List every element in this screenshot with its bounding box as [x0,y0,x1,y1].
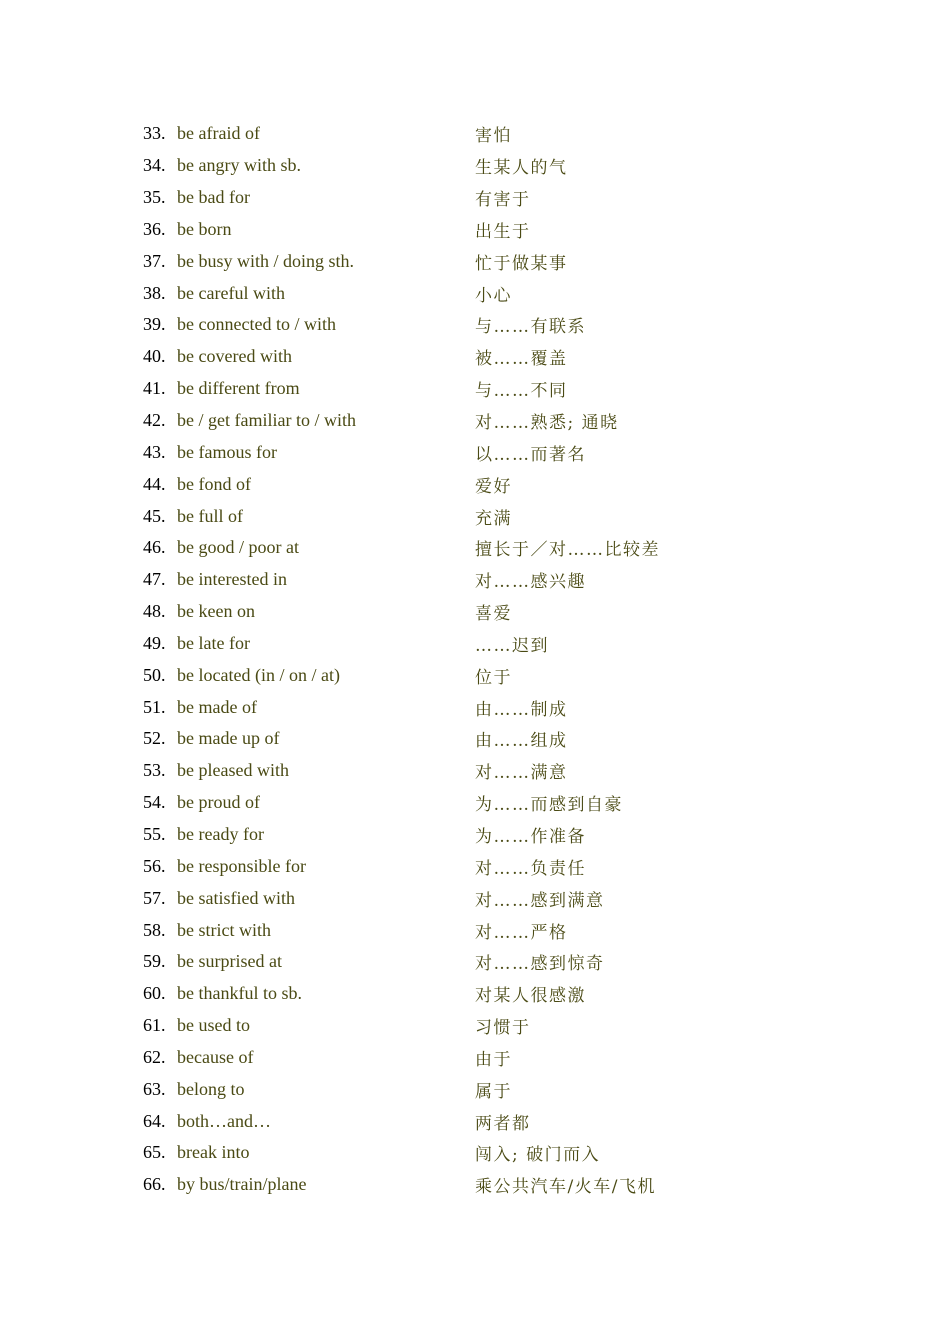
item-number: 51. [143,696,166,717]
chinese-meaning: 小心 [475,285,512,306]
english-phrase: be different from [177,378,300,399]
list-item [143,1010,823,1042]
item-number: 34. [143,155,166,176]
item-number: 48. [143,601,166,622]
list-item [143,1073,823,1105]
list-item [143,946,823,978]
item-number: 65. [143,1142,166,1163]
list-item [143,850,823,882]
chinese-meaning: 对……严格 [475,922,568,943]
item-number: 42. [143,410,166,431]
list-item [143,214,823,246]
item-number: 61. [143,1015,166,1036]
chinese-meaning: 忙于做某事 [475,253,568,274]
item-number: 47. [143,569,166,590]
english-phrase: be fond of [177,473,251,494]
chinese-meaning: 对……感兴趣 [475,572,586,593]
item-number: 57. [143,887,166,908]
english-phrase: break into [177,1142,250,1163]
list-item [143,914,823,946]
chinese-meaning: 爱好 [475,476,512,497]
list-item [143,373,823,405]
chinese-meaning: 属于 [475,1081,512,1102]
item-number: 52. [143,728,166,749]
english-phrase: be satisfied with [177,887,295,908]
chinese-meaning: 对某人很感激 [475,986,586,1007]
chinese-meaning: 与……不同 [475,381,568,402]
english-phrase: be surprised at [177,951,282,972]
item-number: 63. [143,1078,166,1099]
list-item [143,691,823,723]
english-phrase: be careful with [177,282,285,303]
english-phrase: be thankful to sb. [177,983,302,1004]
item-number: 33. [143,123,166,144]
english-phrase: be located (in / on / at) [177,664,340,685]
english-phrase: be ready for [177,823,264,844]
item-number: 58. [143,919,166,940]
list-item [143,723,823,755]
list-item [143,1169,823,1201]
item-number: 56. [143,855,166,876]
item-number: 39. [143,314,166,335]
chinese-meaning: 对……熟悉; 通晓 [475,413,619,434]
list-item [143,532,823,564]
item-number: 38. [143,282,166,303]
english-phrase: be keen on [177,601,255,622]
item-number: 64. [143,1110,166,1131]
list-item [143,309,823,341]
chinese-meaning: 出生于 [475,221,531,242]
list-item [143,659,823,691]
english-phrase: be pleased with [177,760,289,781]
chinese-meaning: 乘公共汽车/火车/飞机 [475,1177,656,1198]
item-number: 50. [143,664,166,685]
chinese-meaning: 位于 [475,667,512,688]
item-number: 62. [143,1046,166,1067]
item-number: 44. [143,473,166,494]
english-phrase: be born [177,218,232,239]
english-phrase: be full of [177,505,243,526]
english-phrase: be used to [177,1015,250,1036]
english-phrase: be / get familiar to / with [177,410,356,431]
english-phrase: be made up of [177,728,280,749]
item-number: 49. [143,632,166,653]
english-phrase: be proud of [177,792,260,813]
chinese-meaning: 有害于 [475,190,531,211]
english-phrase: be afraid of [177,123,260,144]
list-item [143,245,823,277]
list-item [143,468,823,500]
item-number: 45. [143,505,166,526]
list-item [143,150,823,182]
item-number: 35. [143,187,166,208]
item-number: 37. [143,250,166,271]
english-phrase: be good / poor at [177,537,299,558]
item-number: 59. [143,951,166,972]
item-number: 60. [143,983,166,1004]
item-number: 55. [143,823,166,844]
english-phrase: be responsible for [177,855,306,876]
list-item [143,978,823,1010]
english-phrase: because of [177,1046,254,1067]
english-phrase: be made of [177,696,257,717]
phrase-list [143,118,823,1201]
english-phrase: be famous for [177,441,277,462]
item-number: 36. [143,218,166,239]
list-item [143,405,823,437]
chinese-meaning: 害怕 [475,126,512,147]
list-item [143,118,823,150]
english-phrase: be bad for [177,187,250,208]
list-item [143,564,823,596]
list-item [143,341,823,373]
chinese-meaning: 充满 [475,508,512,529]
list-item [143,819,823,851]
chinese-meaning: 由于 [475,1049,512,1070]
list-item [143,500,823,532]
chinese-meaning: 擅长于／对……比较差 [475,540,660,561]
english-phrase: be connected to / with [177,314,336,335]
list-item [143,1137,823,1169]
english-phrase: both…and… [177,1110,271,1131]
chinese-meaning: 习惯于 [475,1018,531,1039]
chinese-meaning: 闯入; 破门而入 [475,1145,601,1166]
chinese-meaning: 被……覆盖 [475,349,568,370]
chinese-meaning: 为……而感到自豪 [475,795,623,816]
chinese-meaning: 生某人的气 [475,158,568,179]
chinese-meaning: 为……作准备 [475,826,586,847]
item-number: 43. [143,441,166,462]
chinese-meaning: 对……负责任 [475,858,586,879]
english-phrase: be interested in [177,569,287,590]
item-number: 46. [143,537,166,558]
chinese-meaning: 对……感到惊奇 [475,954,605,975]
english-phrase: be late for [177,632,250,653]
english-phrase: be covered with [177,346,292,367]
list-item [143,277,823,309]
list-item [143,755,823,787]
list-item [143,596,823,628]
english-phrase: be busy with / doing sth. [177,250,355,271]
english-phrase: be angry with sb. [177,155,301,176]
chinese-meaning: 两者都 [475,1113,531,1134]
list-item [143,882,823,914]
item-number: 54. [143,792,166,813]
chinese-meaning: 以……而著名 [475,444,586,465]
list-item [143,436,823,468]
list-item [143,182,823,214]
chinese-meaning: 对……感到满意 [475,890,605,911]
list-item [143,1041,823,1073]
item-number: 41. [143,378,166,399]
chinese-meaning: ……迟到 [475,635,549,656]
chinese-meaning: 喜爱 [475,604,512,625]
chinese-meaning: 由……组成 [475,731,568,752]
list-item [143,787,823,819]
item-number: 66. [143,1174,166,1195]
chinese-meaning: 与……有联系 [475,317,586,338]
chinese-meaning: 对……满意 [475,763,568,784]
chinese-meaning: 由……制成 [475,699,568,720]
english-phrase: be strict with [177,919,271,940]
list-item [143,628,823,660]
item-number: 40. [143,346,166,367]
list-item [143,1105,823,1137]
english-phrase: by bus/train/plane [177,1174,307,1195]
english-phrase: belong to [177,1078,245,1099]
item-number: 53. [143,760,166,781]
